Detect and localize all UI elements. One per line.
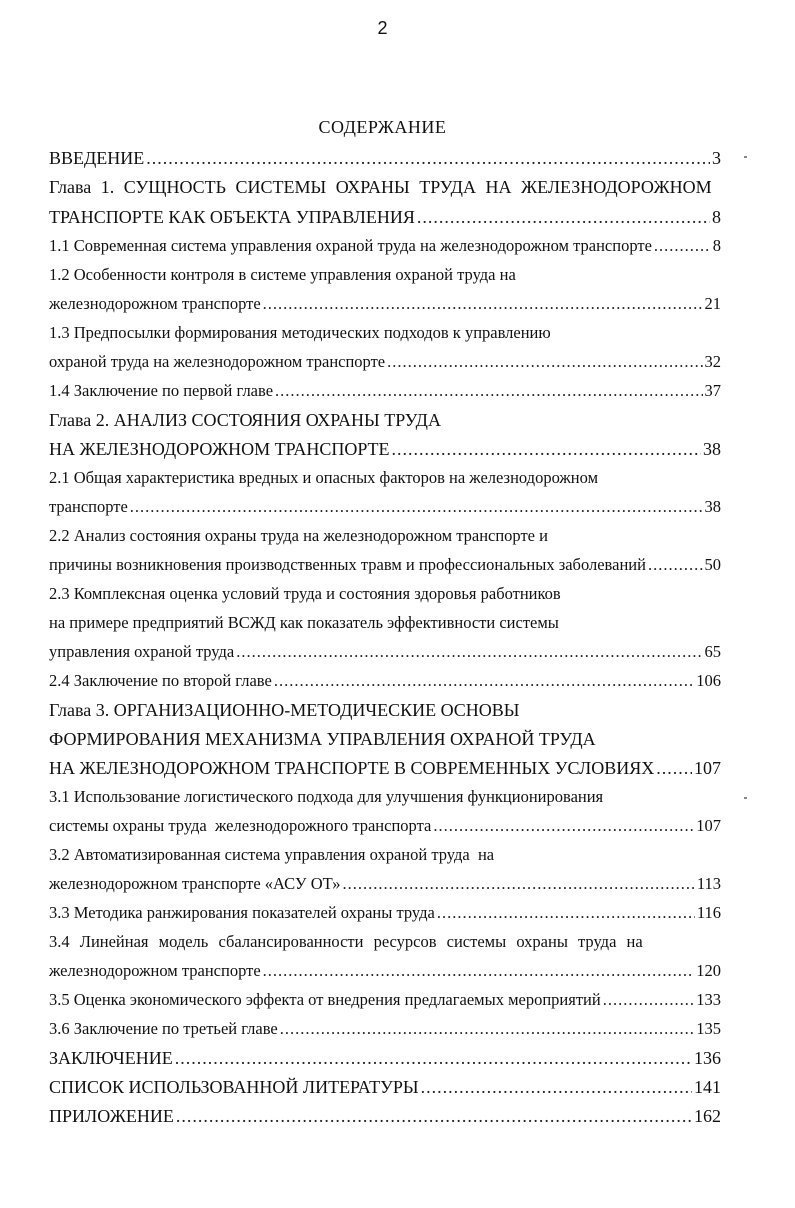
entry-text: Глава 3. ОРГАНИЗАЦИОННО-МЕТОДИЧЕСКИЕ ОСНОВЫ [49, 700, 520, 720]
toc-entry-chapter-3-line-1[interactable] [49, 698, 721, 722]
dot-leader [275, 379, 702, 403]
dot-leader [263, 959, 695, 983]
entry-text: 1.3 Предпосылки формирования методических подходов к управлению [49, 323, 551, 342]
toc-entry-2-3[interactable] [49, 640, 721, 664]
entry-text: железнодорожном транспорте [49, 961, 261, 980]
toc-entry-references[interactable] [49, 1075, 721, 1099]
toc-entry-3-1[interactable] [49, 814, 721, 838]
toc-entry-2-3-line-2[interactable] [49, 611, 721, 635]
toc-entry-1-2-line-1[interactable] [49, 263, 721, 287]
dot-leader [175, 1046, 692, 1070]
entry-text: охраной труда на железнодорожном транспорте [49, 352, 386, 371]
entry-text: Глава 2. АНАЛИЗ СОСТОЯНИЯ ОХРАНЫ ТРУДА [49, 410, 441, 430]
entry-text: ЗАКЛЮЧЕНИЕ [49, 1048, 173, 1068]
entry-page: 8 [712, 236, 721, 255]
entry-page: 32 [704, 352, 721, 371]
toc-title: СОДЕРЖАНИЕ [318, 117, 447, 137]
dot-leader [236, 640, 702, 664]
entry-page: 113 [696, 874, 721, 893]
dot-leader [648, 553, 703, 577]
entry-page: 38 [704, 497, 721, 516]
entry-page: 8 [712, 207, 721, 227]
toc-entry-2-1-line-1[interactable] [49, 466, 721, 490]
entry-page: 162 [694, 1106, 721, 1126]
dot-leader [387, 350, 702, 374]
toc-entry-1-3[interactable] [49, 350, 721, 374]
entry-page: 141 [694, 1077, 721, 1097]
entry-text: ФОРМИРОВАНИЯ МЕХАНИЗМА УПРАВЛЕНИЯ ОХРАНОЙ ТРУДА [49, 729, 596, 749]
entry-text: 2.3 Комплексная оценка условий труда и состояния здоровья работников [49, 584, 561, 603]
dot-leader [433, 814, 694, 838]
toc-entry-1-4[interactable] [49, 379, 721, 403]
toc-entry-2-1[interactable] [49, 495, 721, 519]
entry-text: 3.2 Автоматизированная система управления охраной труда на [49, 845, 495, 864]
entry-page: 21 [704, 294, 721, 313]
toc-entry-3-5[interactable] [49, 988, 721, 1012]
entry-text: железнодорожном транспорте «АСУ ОТ» [49, 874, 341, 893]
toc-entry-2-3-line-1[interactable] [49, 582, 721, 606]
dot-leader [343, 872, 695, 896]
entry-page: 136 [694, 1048, 721, 1068]
entry-text: на примере предприятий ВСЖД как показатель эффективности системы [49, 613, 559, 632]
dot-leader [280, 1017, 695, 1041]
toc-entry-introduction[interactable] [49, 146, 721, 170]
entry-text: управления охраной труда [49, 642, 235, 661]
toc-entry-2-2-line-1[interactable] [49, 524, 721, 548]
dot-leader [274, 669, 694, 693]
entry-text: 1.2 Особенности контроля в системе управления охраной труда на [49, 265, 516, 284]
entry-text: причины возникновения производственных травм и профессиональных заболеваний [49, 555, 646, 574]
entry-text: 1.4 Заключение по первой главе [49, 381, 274, 400]
dot-leader [392, 437, 701, 461]
toc-entry-3-2[interactable] [49, 872, 721, 896]
toc-entry-2-2[interactable] [49, 553, 721, 577]
dot-leader [263, 292, 703, 316]
entry-text: НА ЖЕЛЕЗНОДОРОЖНОМ ТРАНСПОРТЕ В СОВРЕМЕННЫХ УСЛОВИЯХ [49, 758, 655, 778]
toc-entry-chapter-3-line-2[interactable] [49, 727, 721, 751]
entry-page: 38 [703, 439, 721, 459]
toc-entry-3-4-line-1[interactable] [49, 930, 721, 954]
entry-page: 50 [704, 555, 721, 574]
entry-page: 135 [696, 1019, 721, 1038]
entry-page: 3 [712, 148, 721, 168]
toc-entry-3-4[interactable] [49, 959, 721, 983]
dot-leader [656, 756, 692, 780]
entry-text: ТРАНСПОРТЕ КАК ОБЪЕКТА УПРАВЛЕНИЯ [49, 207, 415, 227]
toc-entry-1-3-line-1[interactable] [49, 321, 721, 345]
dot-leader [603, 988, 695, 1012]
entry-text: железнодорожном транспорте [49, 294, 261, 313]
toc-entry-1-1[interactable] [49, 234, 721, 258]
entry-text: транспорте [49, 497, 128, 516]
entry-text: 3.6 Заключение по третьей главе [49, 1019, 278, 1038]
toc-entry-3-3[interactable] [49, 901, 721, 925]
entry-text: 1.1 Современная система управления охраной труда на железнодорожном транспорте [49, 236, 652, 255]
toc-entry-chapter-1-line-1[interactable] [49, 175, 721, 199]
entry-text: 3.1 Использование логистического подхода для улучшения функционирования [49, 787, 604, 806]
dot-leader [421, 1075, 692, 1099]
dot-leader [437, 901, 695, 925]
entry-text: 3.3 Методика ранжирования показателей охраны труда [49, 903, 435, 922]
dot-leader [654, 234, 711, 258]
toc-entry-chapter-1[interactable] [49, 205, 721, 229]
entry-page: 107 [696, 816, 721, 835]
entry-page: 116 [696, 903, 721, 922]
entry-page: 133 [696, 990, 721, 1009]
dot-leader [176, 1104, 692, 1128]
entry-text: СПИСОК ИСПОЛЬЗОВАННОЙ ЛИТЕРАТУРЫ [49, 1077, 419, 1097]
toc-entry-chapter-2-line-1[interactable] [49, 408, 721, 432]
entry-text: системы охраны труда железнодорожного транспорта [49, 816, 432, 835]
toc-entry-chapter-2[interactable] [49, 437, 721, 461]
entry-text: 2.2 Анализ состояния охраны труда на железнодорожном транспорте и [49, 526, 548, 545]
entry-page: 106 [696, 671, 721, 690]
toc-entry-3-1-line-1[interactable] [49, 785, 721, 809]
toc-entry-3-6[interactable] [49, 1017, 721, 1041]
toc-entry-conclusion[interactable] [49, 1046, 721, 1070]
toc-entry-chapter-3[interactable] [49, 756, 721, 780]
scan-speck [744, 797, 747, 799]
entry-page: 107 [694, 758, 721, 778]
entry-text: НА ЖЕЛЕЗНОДОРОЖНОМ ТРАНСПОРТЕ [49, 439, 390, 459]
entry-page: 65 [704, 642, 721, 661]
entry-text: ВВЕДЕНИЕ [49, 148, 145, 168]
entry-text: 2.1 Общая характеристика вредных и опасных факторов на железнодорожном [49, 468, 599, 487]
entry-page: 37 [704, 381, 721, 400]
entry-text: Глава 1. СУЩНОСТЬ СИСТЕМЫ ОХРАНЫ ТРУДА НА ЖЕЛЕЗНОДОРОЖНОМ [49, 177, 712, 197]
entry-text: 3.4 Линейная модель сбалансированности ресурсов системы охраны труда на [49, 932, 643, 951]
toc-entry-3-2-line-1[interactable] [49, 843, 721, 867]
page-number: 2 [377, 18, 388, 38]
toc-entry-appendix[interactable] [49, 1104, 721, 1128]
entry-page: 120 [696, 961, 721, 980]
dot-leader [146, 146, 710, 170]
toc-entry-1-2[interactable] [49, 292, 721, 316]
toc-entry-2-4[interactable] [49, 669, 721, 693]
entry-text: 3.5 Оценка экономического эффекта от внедрения предлагаемых мероприятий [49, 990, 601, 1009]
scan-speck [744, 156, 747, 158]
dot-leader [130, 495, 703, 519]
entry-text: ПРИЛОЖЕНИЕ [49, 1106, 174, 1126]
entry-text: 2.4 Заключение по второй главе [49, 671, 272, 690]
dot-leader [417, 205, 710, 229]
